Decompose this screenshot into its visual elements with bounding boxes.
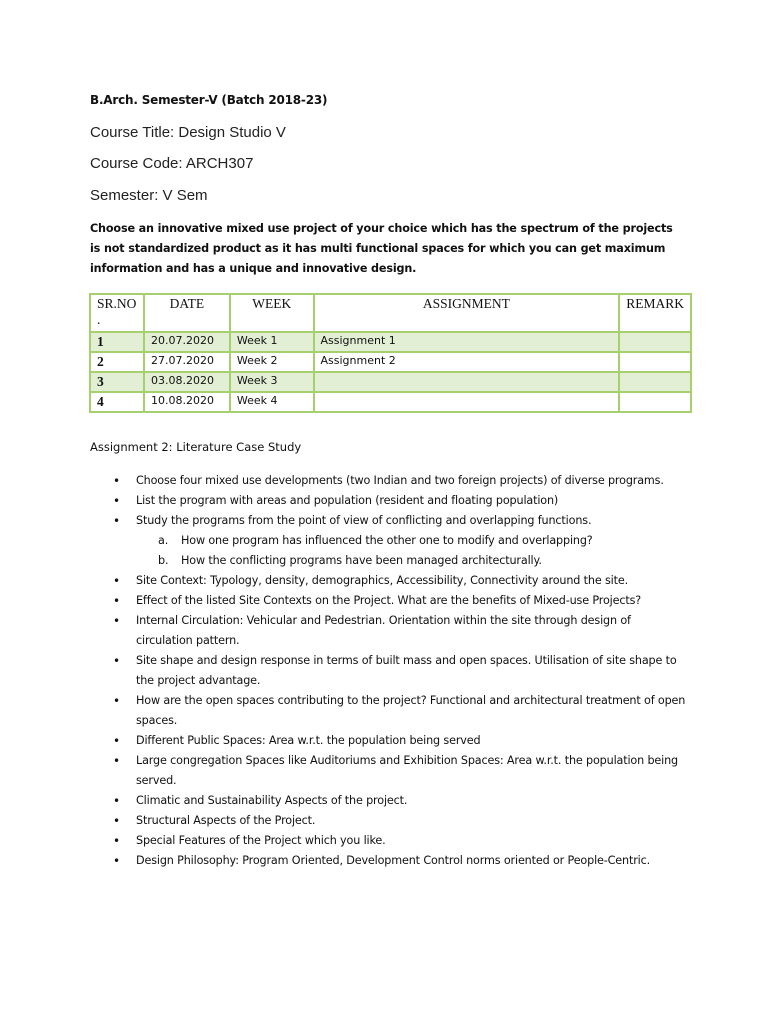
list-item: • Different Public Spaces: Area w.r.t. the population being served	[90, 731, 690, 751]
list-item: • List the program with areas and population (resident and floating population)	[90, 491, 690, 511]
header-week: WEEK	[230, 294, 314, 332]
cell-week: Week 3	[230, 372, 314, 392]
cell-srno: 4	[90, 392, 144, 412]
cell-srno: 3	[90, 372, 144, 392]
semester-label: Semester: V Sem	[90, 187, 208, 204]
section-title: Assignment 2: Literature Case Study	[90, 440, 302, 454]
bullet-icon: •	[113, 494, 120, 508]
table-row	[90, 352, 691, 372]
list-item: • Internal Circulation: Vehicular and Pedestrian. Orientation within the site through design of circulation pattern.	[90, 611, 690, 651]
bullet-icon: •	[113, 514, 120, 528]
header-assignment: ASSIGNMENT	[314, 294, 620, 332]
cell-assignment	[314, 392, 620, 412]
cell-date: 03.08.2020	[144, 372, 230, 392]
header-srno: SR.NO .	[90, 294, 144, 332]
cell-date: 20.07.2020	[144, 332, 230, 352]
cell-assignment: Assignment 1	[314, 332, 620, 352]
header-remark: REMARK	[619, 294, 691, 332]
list-item: • How are the open spaces contributing to the project? Functional and architectural treatment of open spaces.	[90, 691, 690, 731]
document-header: B.Arch. Semester-V (Batch 2018-23)	[90, 93, 328, 107]
bullet-icon: •	[113, 734, 120, 748]
bullet-icon: •	[113, 614, 120, 628]
cell-remark	[619, 352, 691, 372]
cell-date: 10.08.2020	[144, 392, 230, 412]
bullet-icon: •	[113, 574, 120, 588]
table-row	[90, 372, 691, 392]
cell-assignment: Assignment 2	[314, 352, 620, 372]
list-item: • Effect of the listed Site Contexts on the Project. What are the benefits of Mixed-use Projects?	[90, 591, 690, 611]
table-row	[90, 392, 691, 412]
cell-remark	[619, 332, 691, 352]
bullet-icon: •	[113, 794, 120, 808]
cell-week: Week 4	[230, 392, 314, 412]
cell-date: 27.07.2020	[144, 352, 230, 372]
schedule-table	[89, 293, 692, 413]
bullet-icon: •	[113, 854, 120, 868]
bullet-icon: •	[113, 834, 120, 848]
bullet-icon: •	[113, 594, 120, 608]
cell-srno: 1	[90, 332, 144, 352]
sub-list-item: a. How one program has influenced the other one to modify and overlapping?	[158, 534, 593, 547]
cell-week: Week 1	[230, 332, 314, 352]
bullet-icon: •	[113, 814, 120, 828]
requirements-list	[90, 471, 690, 871]
cell-week: Week 2	[230, 352, 314, 372]
list-item: • Site Context: Typology, density, demographics, Accessibility, Connectivity around the site.	[90, 571, 690, 591]
list-item: • Special Features of the Project which you like.	[90, 831, 690, 851]
table-row	[90, 332, 691, 352]
table-header-row	[90, 294, 691, 332]
list-item: • Structural Aspects of the Project.	[90, 811, 690, 831]
list-item: • Climatic and Sustainability Aspects of the project.	[90, 791, 690, 811]
cell-remark	[619, 372, 691, 392]
bullet-icon: •	[113, 754, 120, 768]
header-date: DATE	[144, 294, 230, 332]
list-item: • Study the programs from the point of view of conflicting and overlapping functions. a. How one program has influenced the other one to modify and overlapping? b. How the conflicting programs have been managed architecturally.	[90, 511, 690, 571]
cell-srno: 2	[90, 352, 144, 372]
list-item: • Site shape and design response in terms of built mass and open spaces. Utilisation of site shape to the project advantage.	[90, 651, 690, 691]
list-item: • Design Philosophy: Program Oriented, Development Control norms oriented or People-Centric.	[90, 851, 690, 871]
list-item: • Choose four mixed use developments (two Indian and two foreign projects) of diverse programs.	[90, 471, 690, 491]
course-title: Course Title: Design Studio V	[90, 124, 286, 141]
list-item: • Large congregation Spaces like Auditoriums and Exhibition Spaces: Area w.r.t. the population being served.	[90, 751, 690, 791]
bullet-icon: •	[113, 694, 120, 708]
sub-list-item: b. How the conflicting programs have been managed architecturally.	[158, 554, 542, 567]
cell-assignment	[314, 372, 620, 392]
course-code: Course Code: ARCH307	[90, 155, 254, 172]
cell-remark	[619, 392, 691, 412]
intro-paragraph: Choose an innovative mixed use project of your choice which has the spectrum of the projects is not standardized product as it has multi functional spaces for which you can get maximum information and has a unique and innovative design.	[90, 222, 673, 275]
bullet-icon: •	[113, 654, 120, 668]
sub-list	[136, 531, 690, 571]
bullet-icon: •	[113, 474, 120, 488]
